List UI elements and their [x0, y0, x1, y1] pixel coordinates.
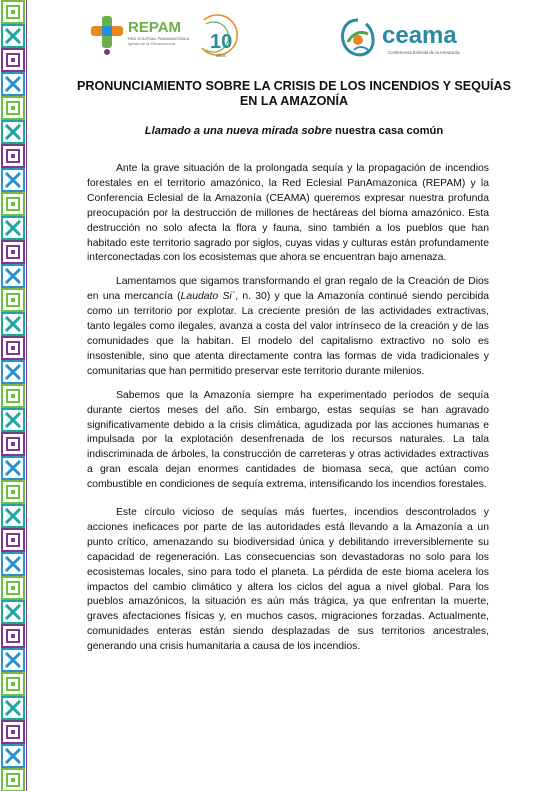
repam-tagline-1: RED ECLESIAL PANAMAZÓNICA — [128, 36, 190, 41]
border-tile — [2, 49, 24, 71]
border-tile — [2, 409, 24, 431]
border-tile — [2, 649, 24, 671]
document-body — [87, 162, 489, 664]
border-tile — [2, 337, 24, 359]
document-subtitle — [70, 124, 518, 138]
border-tile — [2, 25, 24, 47]
border-tile — [2, 289, 24, 311]
border-tile — [2, 217, 24, 239]
document-title: PRONUNCIAMIENTO SOBRE LA CRISIS DE LOS INCENDIOS Y SEQUÍAS EN LA AMAZONÍA — [76, 79, 512, 108]
repam-cross-icon — [91, 16, 123, 55]
border-tile — [2, 457, 24, 479]
border-tile — [2, 721, 24, 743]
decorative-border — [0, 0, 27, 791]
border-tile — [2, 121, 24, 143]
border-tile — [2, 241, 24, 263]
border-tile — [2, 697, 24, 719]
border-tile — [2, 361, 24, 383]
laudato-si-citation: Laudato Si´ — [180, 291, 236, 303]
border-pattern — [0, 0, 27, 791]
border-tile — [2, 73, 24, 95]
paragraph-2-part-a: Lamentamos que sigamos transformando el gran regalo de la Creación de Dios en una mercancía ( — [87, 276, 489, 303]
border-tile — [2, 145, 24, 167]
paragraph-1: Ante la grave situación de la prolongada sequía y la propagación de incendios forestales en el territorio amazónico, la Red Eclesial PanAmazonica (REPAM) y la Conferencia Eclesial de la Amazonía (CEAMA) queremos expresar nuestra profunda preocupación por la destrucción de millones de hectáreas del bioma amazónico. Esta destrucción no solo afecta la flora y fauna, sino también a los pueblos que han habitado este territorio sagrado por siglos, cuyas vidas y culturas están profundamente interconectadas con los ecosistemas que ahora se encuentran bajo amenaza. — [87, 163, 489, 264]
border-tile — [2, 265, 24, 287]
ceama-tagline: Conferencia Eclesial de la Amazonía — [388, 50, 460, 55]
border-tile — [2, 505, 24, 527]
anniversary-number: 10 — [210, 31, 233, 53]
border-tile — [2, 673, 24, 695]
border-tile — [2, 625, 24, 647]
paragraph-4: Este círculo vicioso de sequías más fuertes, incendios descontrolados y acciones ineficaces por parte de las autoridades está llevando a la Amazonía a un punto crítico, amenazando su biodiversidad única y debilitando irreversiblemente su capacidad de regeneración. Las consecuencias son devastadoras no solo para los ecosistemas locales, sino para todo el planeta. La pérdida de este bioma acelera los impactos del cambio climático y altera los ciclos del agua a nivel global. Para los pueblos amazónicos, la situación es aún más trágica, ya que enfrentan la muerte, graves afectaciones físicas y, en muchos casos, migraciones forzadas. Actualmente, comunidades enteras están siendo desplazadas de sus territorios ancestrales, generando una crisis humanitaria a causa de los incendios. — [87, 507, 489, 653]
border-tile — [2, 601, 24, 623]
paragraph-3: Sabemos que la Amazonía siempre ha experimentado períodos de sequía durante ciertos meses del año. Sin embargo, estas sequías se han agravado significativamente debido a la crisis climática, agudizada por las acciones humanas e impulsada por la explotación desenfrenada de los recursos naturales. La tala indiscriminada de árboles, la construcción de carreteras y otras actividades extractivas a gran escala dejan enormes cantidades de biomasa seca, que actúan como combustible en condiciones de sequía extrema, intensificando los incendios forestales. — [87, 389, 489, 491]
border-tile — [2, 577, 24, 599]
border-edge-line — [26, 0, 27, 791]
border-tile — [2, 553, 24, 575]
subtitle-italic: Llamado a una nueva mirada sobre — [144, 125, 332, 137]
border-tile — [2, 193, 24, 215]
border-tile — [2, 385, 24, 407]
border-tile — [2, 745, 24, 767]
subtitle-normal: nuestra casa común — [331, 125, 444, 137]
border-tile — [2, 433, 24, 455]
repam-logo — [88, 12, 248, 62]
ceama-name: ceama — [382, 22, 457, 49]
border-tile — [2, 529, 24, 551]
border-tile — [2, 169, 24, 191]
border-tile — [2, 1, 24, 23]
repam-name: REPAM — [128, 19, 182, 36]
repam-tagline-2: Iglesia de la Panamazonía — [128, 41, 176, 46]
border-tile — [2, 481, 24, 503]
ceama-emblem-icon — [343, 20, 374, 55]
ceama-logo — [338, 16, 484, 60]
paragraph-2-part-b: , n. 30) y que la Amazonía continué siendo percibida como un territorio por explotar. La creciente presión de las actividades extractivas, tanto legales como ilegales, avanza a costa del valor intrínseco de la creación y de las comunidades que la habitan. El modelo del capitalismo extractivo no solo es insostenible, sino que atenta directamente contra las formas de vida tradicionales y comunitarias que han permitido preservar este territorio durante milenios. — [87, 291, 490, 377]
border-tile — [2, 769, 24, 791]
anniversary-badge — [202, 15, 237, 58]
paragraph-2 — [87, 275, 489, 379]
border-tile — [2, 313, 24, 335]
anniversary-unit: años — [216, 53, 226, 58]
border-tile — [2, 97, 24, 119]
